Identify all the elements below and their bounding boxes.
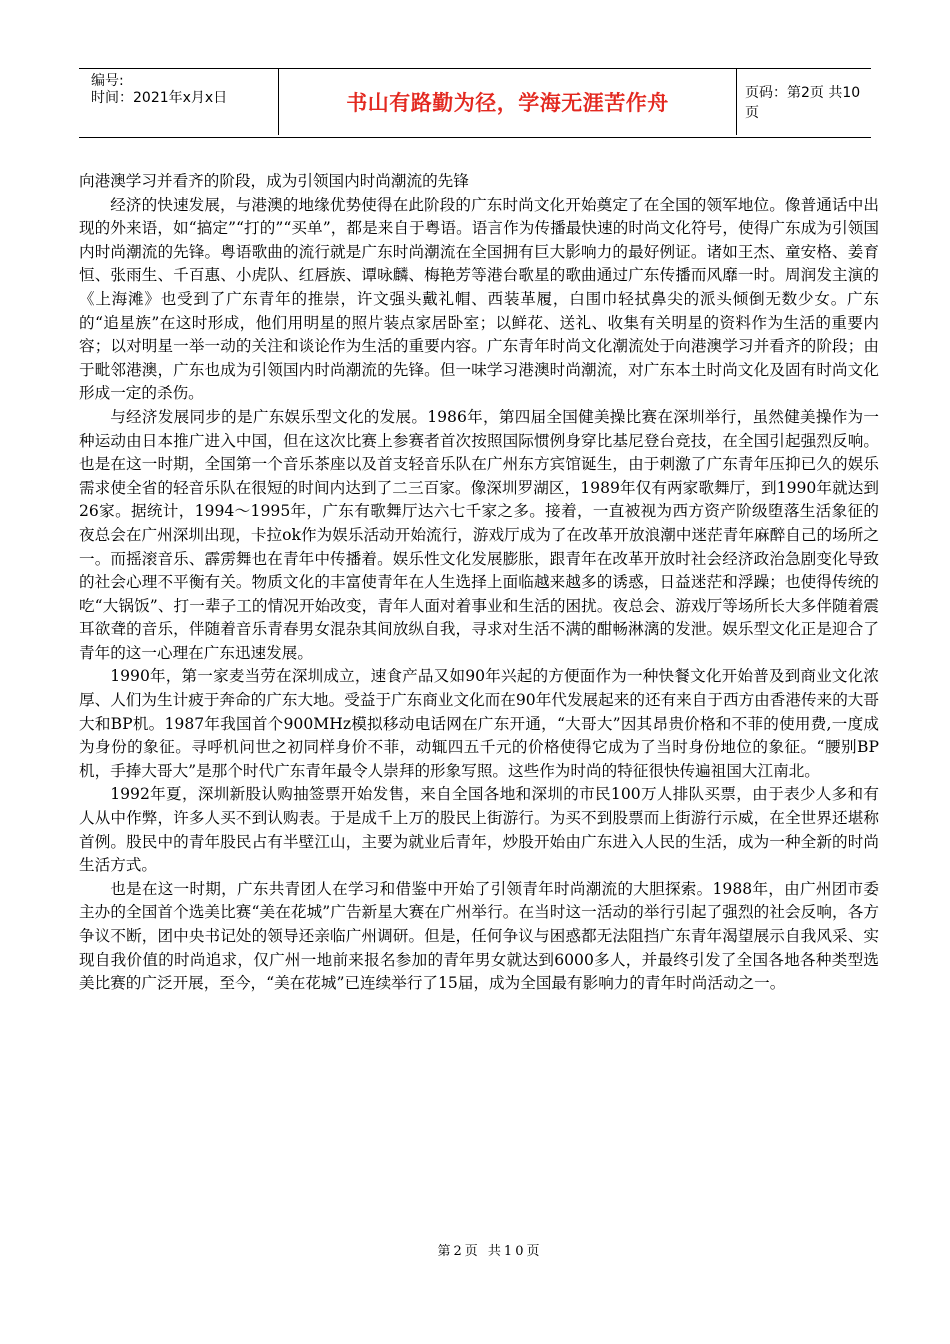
paragraph: 也是在这一时期，广东共青团人在学习和借鉴中开始了引领青年时尚潮流的大胆探索。1988年，由广州团市委主办的全国首个选美比赛“美在花城”广告新星大赛在广州举行。在当时这一活动的举行引起了强烈的社会反响，各方争议不断，团中央书记处的领导还亲临广州调研。但是，任何争议与困惑都无法阻挡广东青年渴望展示自我风采、实现自我价值的时尚追求，仅广州一地前来报名参加的青年男女就达到6000多人，并最终引发了全国各地各种类型选美比赛的广泛开展，至今，“美在花城”已连续举行了15届，成为全国最有影响力的青年时尚活动之一。 xyxy=(79,879,879,993)
footer-page-indicator: 第2页 共10页 xyxy=(437,1244,543,1259)
paragraph: 1992年夏，深圳新股认购抽签票开始发售，来自全国各地和深圳的市民100万人排队买票，由于表少人多和有人从中作弊，许多人买不到认购表。于是成千上万的股民上街游行。为买不到股票而上街游行示威，在全世界还堪称首例。股民中的青年股民占有半壁江山，主要为就业后青年，炒股开始由广东进入人民的生活，成为一种全新的时尚生活方式。 xyxy=(79,785,879,875)
document-number-label: 编号: xyxy=(91,73,124,89)
document-body xyxy=(79,170,879,996)
header-meta-cell xyxy=(79,69,279,135)
page-header xyxy=(79,68,871,138)
header-motto: 书山有路勤为径，学海无涯苦作舟 xyxy=(279,69,737,135)
paragraph: 1990年，第一家麦当劳在深圳成立，速食产品又如90年兴起的方便面作为一种快餐文化开始普及到商业文化浓厚、人们为生计疲于奔命的广东大地。受益于广东商业文化而在90年代发展起来的还有来自于西方由香港传来的大哥大和BP机。1987年我国首个900MHz模拟移动电话网在广东开通，“大哥大”因其昂贵价格和不菲的使用费,一度成为身份的象征。寻呼机问世之初同样身价不菲，动辄四五千元的价格使得它成为了当时身份地位的象征。“腰别BP机，手捧大哥大”是那个时代广东青年最令人崇拜的形象写照。这些作为时尚的特征很快传遍祖国大江南北。 xyxy=(79,667,879,780)
page-footer xyxy=(0,1240,950,1259)
paragraph-intro: 向港澳学习并看齐的阶段，成为引领国内时尚潮流的先锋 xyxy=(79,172,469,190)
paragraph: 与经济发展同步的是广东娱乐型文化的发展。1986年，第四届全国健美操比赛在深圳举行，虽然健美操作为一种运动由日本推广进入中国，但在这次比赛上参赛者首次按照国际惯例身穿比基尼登台竞技，在全国引起强烈反响。也是在这一时期，全国第一个音乐茶座以及首支轻音乐队在广州东方宾馆诞生，由于刺激了广东青年压抑已久的娱乐需求使全省的轻音乐队在很短的时间内达到了二三百家。像深圳罗湖区，1989年仅有两家歌舞厅，到1990年就达到26家。据统计，1994～1995年，广东有歌舞厅达六七千家之多。接着，一直被视为西方资产阶级堕落生活象征的夜总会在广州深圳出现，卡拉ok作为娱乐活动开始流行，游戏厅成为了在改革开放浪潮中迷茫青年麻醉自己的场所之一。而摇滚音乐、霹雳舞也在青年中传播着。娱乐性文化发展膨胀，跟青年在改革开放时社会经济政治急剧变化导致的社会心理不平衡有关。物质文化的丰富使青年在人生选择上面临越来越多的诱惑，日益迷茫和浮躁；也使得传统的吃“大锅饭”、打一辈子工的情况开始改变，青年人面对着事业和生活的困扰。夜总会、游戏厅等场所长大多伴随着震耳欲聋的音乐，伴随着音乐青春男女混杂其间放纵自我，寻求对生活不满的酣畅淋漓的发泄。娱乐型文化正是迎合了青年的这一心理在广东迅速发展。 xyxy=(79,407,879,662)
document-time-label: 时间：2021年x月x日 xyxy=(91,90,228,106)
paragraph: 经济的快速发展，与港澳的地缘优势使得在此阶段的广东时尚文化开始奠定了在全国的领军地位。像普通话中出现的外来语，如“搞定”“打的”“买单”，都是来自于粤语。语言作为传播最快速的时尚文化符号，使得广东成为引领国内时尚潮流的先锋。粤语歌曲的流行就是广东时尚潮流在全国拥有巨大影响力的最好例证。诸如王杰、童安格、姜育恒、张雨生、千百惠、小虎队、红唇族、谭咏麟、梅艳芳等港台歌星的歌曲通过广东传播而风靡一时。周润发主演的《上海滩》也受到了广东青年的推崇，许文强头戴礼帽、西装革履，白围巾轻拭鼻尖的派头倾倒无数少女。广东的“追星族”在这时形成，他们用明星的照片装点家居卧室；以鲜花、送礼、收集有关明星的资料作为生活的重要内容；以对明星一举一动的关注和谈论作为生活的重要内容。广东青年时尚文化潮流处于向港澳学习并看齐的阶段；由于毗邻港澳，广东也成为引领国内时尚潮流的先锋。但一味学习港澳时尚潮流，对广东本土时尚文化及固有时尚文化形成一定的杀伤。 xyxy=(79,195,879,403)
header-page-number: 页码：第2页 共10页 xyxy=(745,85,861,121)
